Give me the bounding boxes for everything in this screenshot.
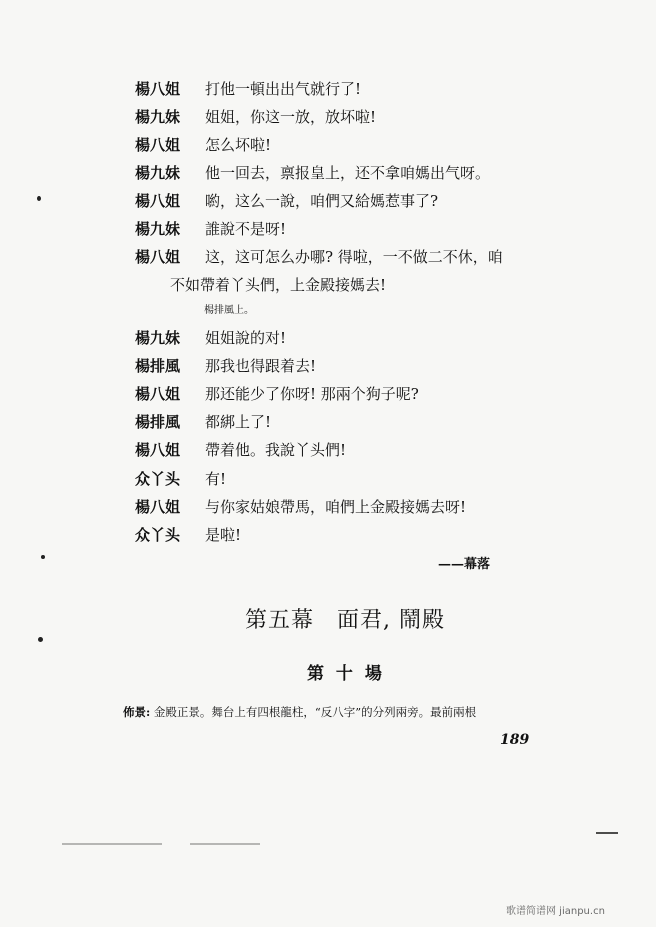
speech-text: 怎么坏啦! bbox=[205, 136, 272, 154]
speech-text: 喲，这么一說，咱們又給媽惹事了? bbox=[205, 192, 439, 210]
setting-description bbox=[123, 704, 476, 720]
speaker-name: 楊排風 bbox=[135, 413, 181, 431]
site-watermark: 歌谱简谱网 jianpu.cn bbox=[506, 906, 605, 917]
speech-text: 他一回去，禀报皇上，还不拿咱媽出气呀。 bbox=[205, 164, 491, 182]
setting-text: 金殿正景。舞台上有四根龍柱，“反八字”的分列兩旁。最前兩根 bbox=[153, 705, 477, 719]
speaker-name: 楊八姐 bbox=[135, 498, 181, 516]
speaker-name: 楊排風 bbox=[135, 357, 181, 375]
dialogue-line bbox=[135, 384, 419, 404]
dialogue-line bbox=[135, 328, 286, 348]
speaker-name: 楊八姐 bbox=[135, 192, 181, 210]
speaker-name: 众丫头 bbox=[135, 526, 181, 544]
scan-smudge bbox=[190, 843, 260, 845]
scan-smudge bbox=[62, 843, 162, 845]
setting-label: 佈景: bbox=[123, 705, 151, 719]
dialogue-line bbox=[135, 135, 271, 155]
speaker-name: 楊八姐 bbox=[135, 441, 181, 459]
speech-text: 这，这可怎么办哪? 得啦，一不做二不休，咱 bbox=[205, 248, 503, 266]
scan-speck bbox=[41, 555, 45, 559]
dialogue-line bbox=[135, 191, 438, 211]
dialogue-line bbox=[135, 469, 226, 489]
speaker-name: 楊九妹 bbox=[135, 164, 181, 182]
speech-text: 是啦! bbox=[205, 526, 242, 544]
speaker-name: 楊八姐 bbox=[135, 80, 181, 98]
speaker-name: 楊八姐 bbox=[135, 248, 181, 266]
speaker-name: 楊九妹 bbox=[135, 329, 181, 347]
dialogue-line bbox=[135, 79, 361, 99]
dialogue-line bbox=[135, 525, 241, 545]
scene-title: 第 十 場 bbox=[307, 664, 385, 684]
dialogue-line bbox=[135, 440, 346, 460]
speech-text: 姐姐，你这一放，放坏啦! bbox=[205, 108, 377, 126]
speaker-name: 楊九妹 bbox=[135, 108, 181, 126]
page-number: 189 bbox=[500, 732, 530, 748]
curtain-falls: ——幕落 bbox=[438, 557, 491, 572]
dialogue-line bbox=[135, 497, 466, 517]
speech-continuation: 不如帶着丫头們，上金殿接媽去! bbox=[170, 276, 387, 294]
speech-text: 都綁上了! bbox=[205, 413, 272, 431]
speech-text: 帶着他。我說丫头們! bbox=[205, 441, 347, 459]
dialogue-line bbox=[135, 412, 271, 432]
speech-text: 那还能少了你呀! 那兩个狗子呢? bbox=[205, 385, 419, 403]
speaker-name: 楊八姐 bbox=[135, 385, 181, 403]
dialogue-line bbox=[135, 163, 490, 183]
scan-smudge bbox=[596, 832, 618, 834]
act-title: 第五幕 面君, 鬧殿 bbox=[245, 608, 445, 633]
dialogue-line bbox=[135, 107, 376, 127]
scan-speck bbox=[38, 637, 43, 642]
speech-text: 与你家姑娘帶馬，咱們上金殿接媽去呀! bbox=[205, 498, 467, 516]
stage-direction: 楊排風上。 bbox=[204, 305, 254, 316]
speaker-name: 楊八姐 bbox=[135, 136, 181, 154]
speech-text: 那我也得跟着去! bbox=[205, 357, 317, 375]
scan-speck bbox=[37, 196, 41, 201]
dialogue-line bbox=[135, 356, 316, 376]
speech-text: 打他一頓出出气就行了! bbox=[205, 80, 362, 98]
dialogue-line bbox=[135, 247, 503, 267]
dialogue-line bbox=[135, 219, 286, 239]
speaker-name: 众丫头 bbox=[135, 470, 181, 488]
speaker-name: 楊九妹 bbox=[135, 220, 181, 238]
speech-text: 誰說不是呀! bbox=[205, 220, 287, 238]
speech-text: 姐姐說的对! bbox=[205, 329, 287, 347]
speech-text: 有! bbox=[205, 470, 227, 488]
